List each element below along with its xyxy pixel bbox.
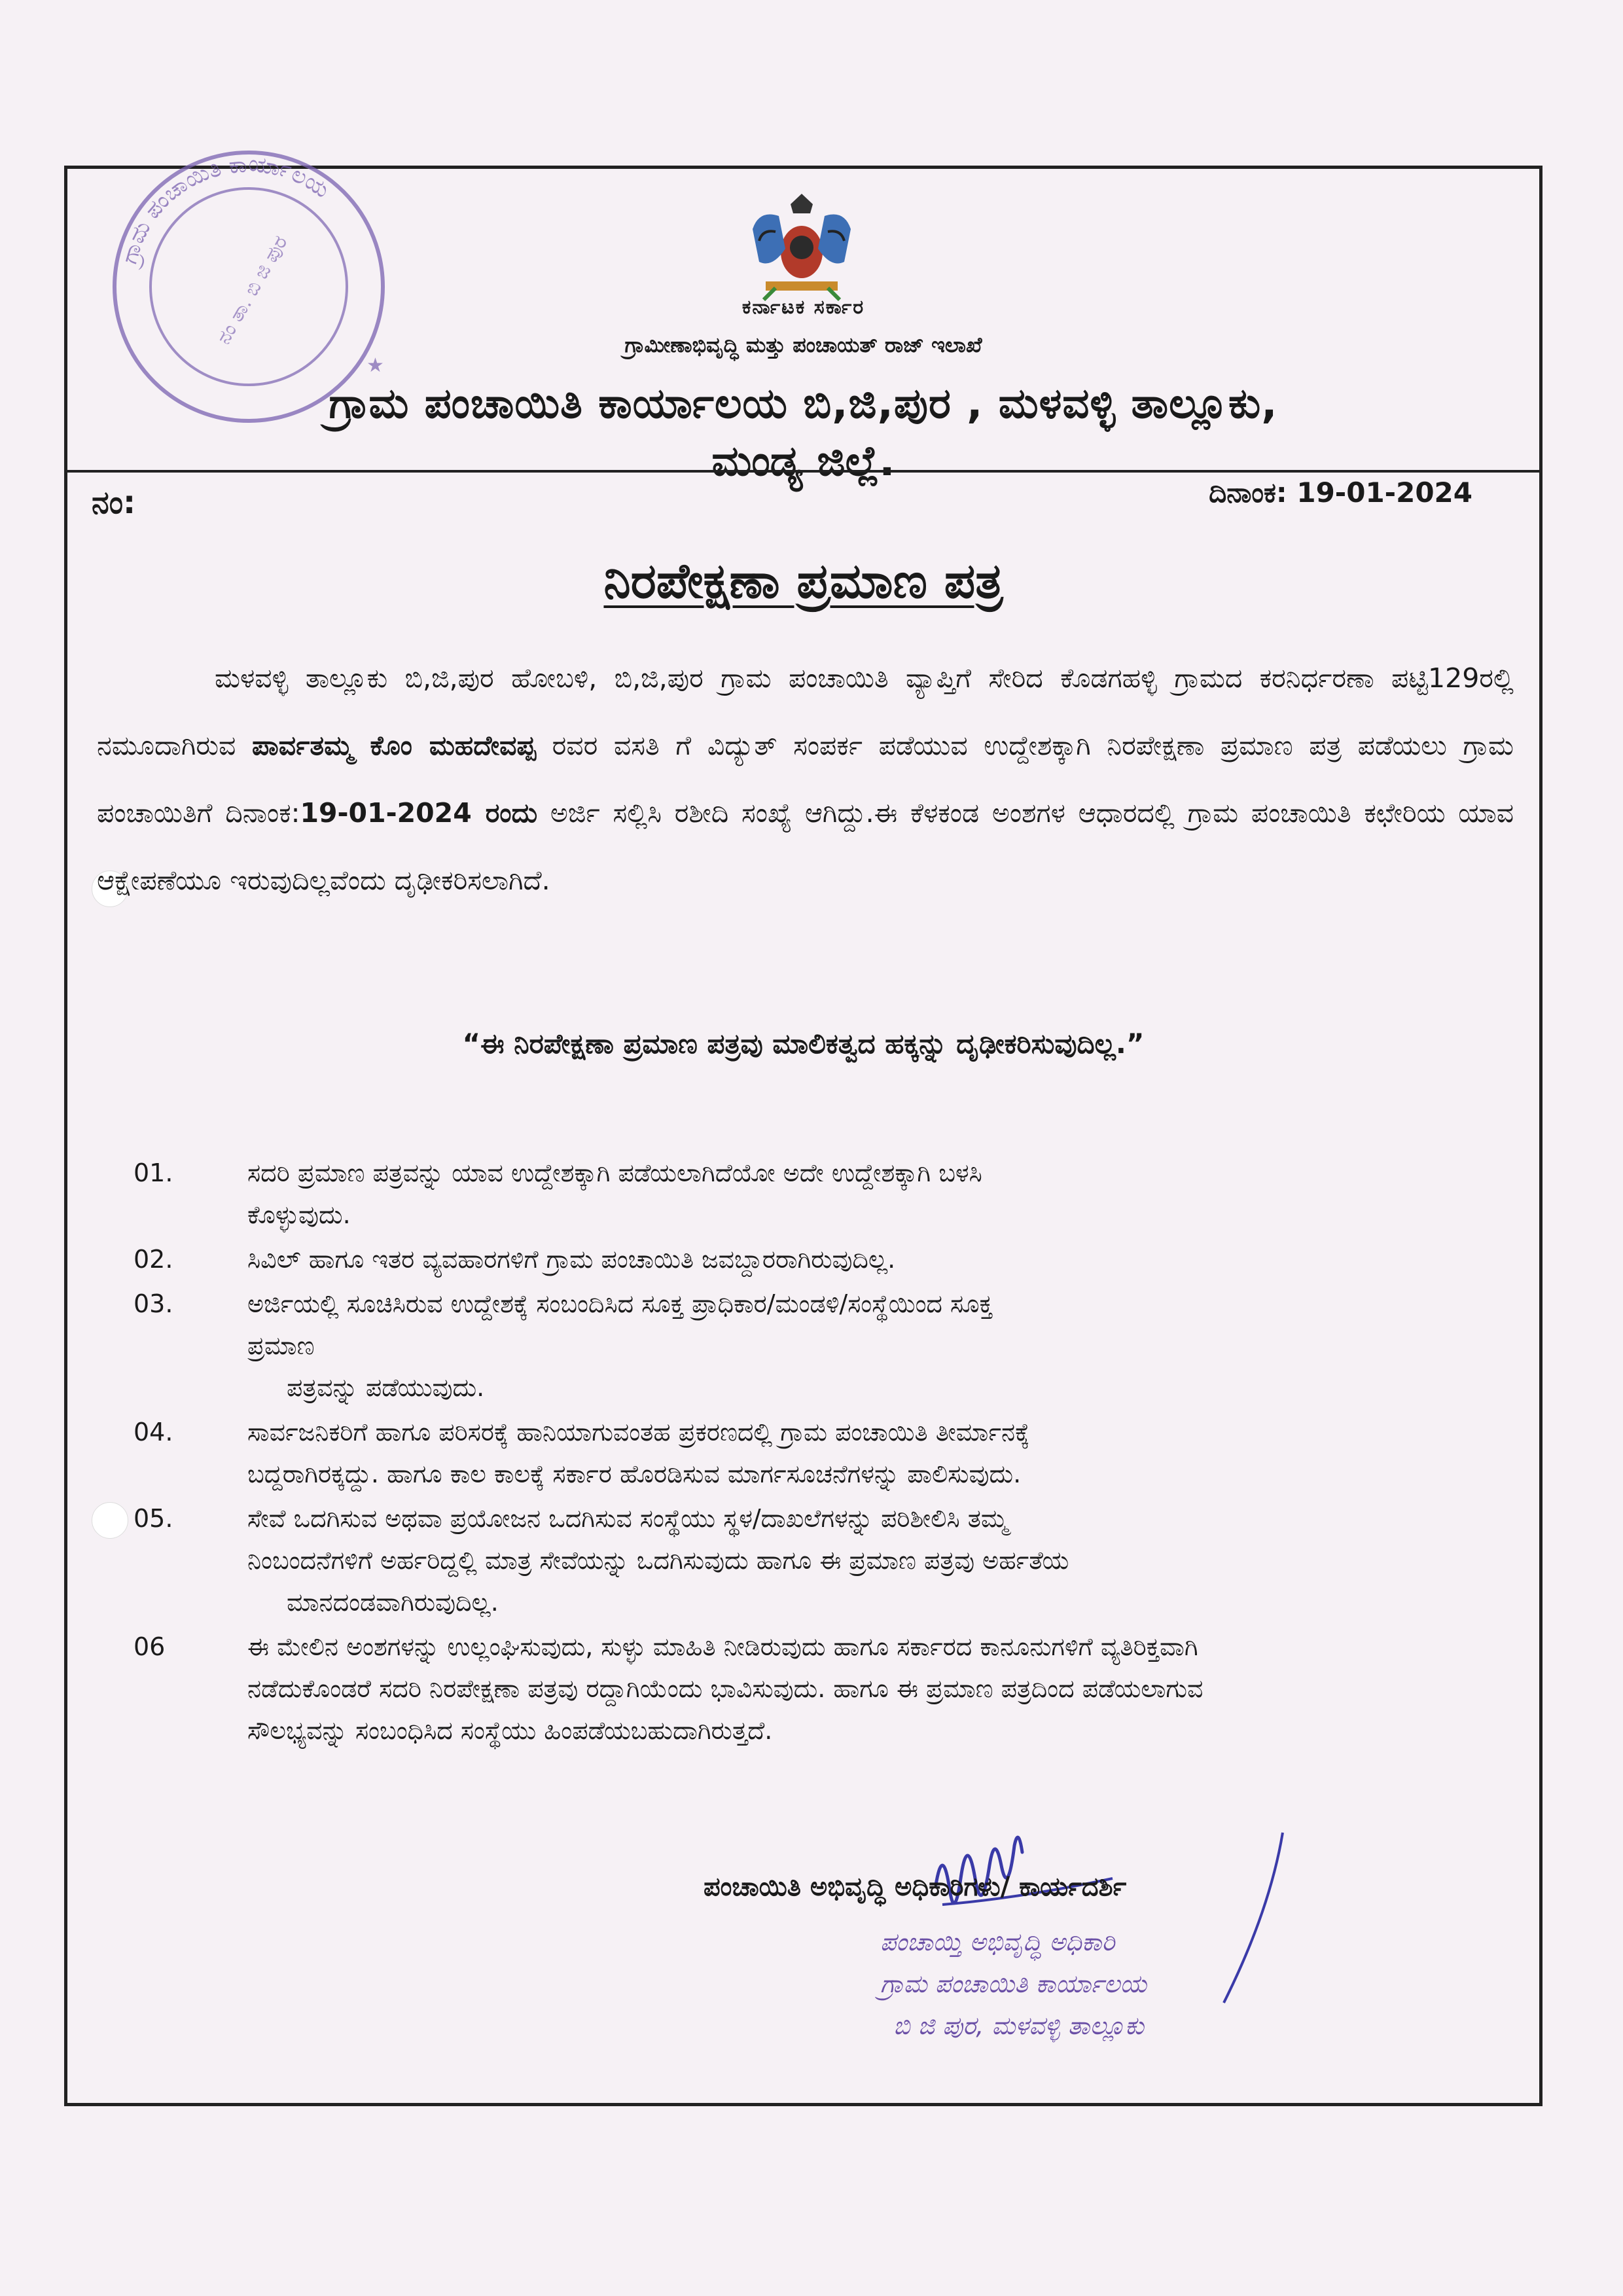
- condition-item: [97, 1152, 1514, 1236]
- condition-text: ಸದರಿ ಪ್ರಮಾಣ ಪತ್ರವನ್ನು ಯಾವ ಉದ್ದೇಶಕ್ಕಾಗಿ ಪಡೆಯಲಾಗಿದೆಯೋ ಅದೇ ಉದ್ದೇಶಕ್ಕಾಗಿ ಬಳಸಿ: [247, 1158, 982, 1187]
- condition-item: [97, 1283, 1514, 1408]
- condition-number: 04.: [134, 1418, 173, 1446]
- body-text-3: ಅರ್ಜಿ ಸಲ್ಲಿಸಿ ರಶೀದಿ ಸಂಖ್ಯೆ ಆಗಿದ್ದು.ಈ ಕೆಳಕಂಡ ಅಂಶಗಳ ಆಧಾರದಲ್ಲಿ ಗ್ರಾಮ ಪಂಚಾಯಿತಿ ಕಛೇರಿಯ ಯಾವ ಆಕ್ಷೇಪಣೆಯೂ ಇರುವುದಿಲ್ಲವೆಂದು ದೃಢೀಕರಿಸಲಾಗಿದೆ.: [97, 797, 1514, 896]
- condition-number: 02.: [134, 1245, 173, 1274]
- karnataka-emblem-icon: [740, 190, 864, 301]
- seal-text: ಗ್ರಾಮ ಪಂಚಾಯಿತಿ ಕಾರ್ಯಾಲಯ: [116, 150, 334, 267]
- certificate-title: [64, 553, 1543, 610]
- condition-number: 05.: [134, 1504, 173, 1533]
- body-text-1: ಮಳವಳ್ಳಿ ತಾಲ್ಲೂಕು ಬಿ,ಜಿ,ಪುರ ಹೋಬಳಿ, ಬಿ,ಜಿ,ಪುರ ಗ್ರಾಮ ಪಂಚಾಯಿತಿ ವ್ಯಾಪ್ತಿಗೆ ಸೇರಿದ ಕೊಡಗಹಳ್ಳಿ ಗ್ರಾಮದ ಕರನಿರ್ಧರಣಾ ಪಟ್ಟಿ129ರಲ್ಲಿ ನಮೂದಾಗಿರುವ: [97, 662, 1514, 761]
- office-name-line2: ಮಂಡ್ಯ ಜಿಲ್ಲೆ.: [711, 437, 895, 486]
- stamp-line: ಬಿ ಜಿ ಪುರ, ಮಳವಳ್ಳಿ ತಾಲ್ಲೂಕು: [893, 2011, 1144, 2040]
- government-name: ಕರ್ನಾಟಕ ಸರ್ಕಾರ: [741, 296, 865, 319]
- svg-text:ಗ್ರಾಮ ಪಂಚಾಯಿತಿ ಕಾರ್ಯಾಲಯ: [115, 150, 334, 271]
- department-name: ಗ್ರಾಮೀಣಾಭಿವೃದ್ಧಿ ಮತ್ತು ಪಂಚಾಯತ್ ರಾಜ್ ಇಲಾಖೆ: [624, 332, 982, 357]
- condition-text: ಸೇವೆ ಒದಗಿಸುವ ಅಥವಾ ಪ್ರಯೋಜನ ಒದಗಿಸುವ ಸಂಸ್ಥೆಯು ಸ್ಥಳ/ದಾಖಲೆಗಳನ್ನು ಪರಿಶೀಲಿಸಿ ತಮ್ಮ: [247, 1504, 1008, 1533]
- applicant-name: ಪಾರ್ವತಮ್ಮ ಕೊಂ ಮಹದೇವಪ್ಪ: [252, 730, 536, 761]
- condition-text: ಪತ್ರವನ್ನು ಪಡೆಯುವುದು.: [287, 1373, 485, 1402]
- condition-number: 01.: [134, 1158, 173, 1187]
- signatory-designation: ಪಂಚಾಯಿತಿ ಅಭಿವೃದ್ಧಿ ಅಧಿಕಾರಿಗಳು/ ಕಾರ್ಯದರ್ಶಿ: [704, 1872, 1127, 1902]
- condition-text: ಕೊಳ್ಳುವುದು.: [247, 1200, 351, 1229]
- certificate-title-text: ನಿರಪೇಕ್ಷಣಾ ಪ್ರಮಾಣ ಪತ್ರ: [603, 553, 1003, 609]
- condition-number: 06: [134, 1632, 166, 1661]
- header-divider: [67, 470, 1539, 473]
- date-label: ದಿನಾಂಕ:: [1209, 476, 1287, 509]
- official-stamp: [880, 1921, 1147, 2047]
- date-value: 19-01-2024: [1296, 476, 1472, 509]
- condition-text: ನಡೆದುಕೊಂಡರೆ ಸದರಿ ನಿರಪೇಕ್ಷಣಾ ಪತ್ರವು ರದ್ದಾಗಿಯೆಂದು ಭಾವಿಸುವುದು. ಹಾಗೂ ಈ ಪ್ರಮಾಣ ಪತ್ರದಿಂದ ಪಡೆಯಲಾಗುವ: [247, 1674, 1204, 1703]
- office-name-line1: ಗ್ರಾಮ ಪಂಚಾಯಿತಿ ಕಾರ್ಯಾಲಯ ಬಿ,ಜಿ,ಪುರ , ಮಳವಳ್ಳಿ ತಾಲ್ಲೂಕು,: [329, 380, 1278, 428]
- condition-text: ಸಾರ್ವಜನಿಕರಿಗೆ ಹಾಗೂ ಪರಿಸರಕ್ಕೆ ಹಾನಿಯಾಗುವಂತಹ ಪ್ರಕರಣದಲ್ಲಿ ಗ್ರಾಮ ಪಂಚಾಯಿತಿ ತೀರ್ಮಾನಕ್ಕೆ: [247, 1418, 1030, 1446]
- certificate-body: [97, 645, 1514, 914]
- conditions-list: [97, 1152, 1514, 1754]
- stamp-line: ಗ್ರಾಮ ಪಂಚಾಯಿತಿ ಕಾರ್ಯಾಲಯ: [880, 1969, 1147, 1998]
- reference-number: ನಂ:: [92, 484, 136, 521]
- condition-text: ಪ್ರಮಾಣ: [247, 1331, 315, 1360]
- stamp-line: ಪಂಚಾಯ್ತಿ ಅಭಿವೃದ್ಧಿ ಅಧಿಕಾರಿ: [880, 1928, 1115, 1956]
- condition-text: ಸೌಲಭ್ಯವನ್ನು ಸಂಬಂಧಿಸಿದ ಸಂಸ್ಥೆಯು ಹಿಂಪಡೆಯಬಹುದಾಗಿರುತ್ತದೆ.: [247, 1716, 773, 1745]
- condition-text: ಬದ್ದರಾಗಿರಕ್ಕದ್ದು. ಹಾಗೂ ಕಾಲ ಕಾಲಕ್ಕೆ ಸರ್ಕಾರ ಹೊರಡಿಸುವ ಮಾರ್ಗಸೂಚನೆಗಳನ್ನು ಪಾಲಿಸುವುದು.: [247, 1460, 1022, 1488]
- condition-item: [97, 1626, 1514, 1751]
- condition-item: [97, 1238, 1514, 1280]
- condition-text: ಅರ್ಜಿಯಲ್ಲಿ ಸೂಚಿಸಿರುವ ಉದ್ದೇಶಕ್ಕೆ ಸಂಬಂದಿಸಿದ ಸೂಕ್ತ ಪ್ರಾಧಿಕಾರ/ಮಂಡಳಿ/ಸಂಸ್ಥೆಯಿಂದ ಸೂಕ್ತ: [247, 1289, 993, 1318]
- svg-text:ನಂ ತಾ. ಬಿ ಜಿ ಪುರ: ನಂ ತಾ. ಬಿ ಜಿ ಪುರ: [212, 232, 293, 349]
- issue-date: [1209, 476, 1472, 509]
- ownership-disclaimer: “ಈ ನಿರಪೇಕ್ಷಣಾ ಪ್ರಮಾಣ ಪತ್ರವು ಮಾಲಿಕತ್ವದ ಹಕ್ಕನ್ನು ದೃಢೀಕರಿಸುವುದಿಲ್ಲ.”: [462, 1028, 1145, 1060]
- condition-number: 03.: [134, 1289, 173, 1318]
- body-text-2: ರವರ ವಸತಿ ಗೆ ವಿದ್ಯುತ್ ಸಂಪರ್ಕ ಪಡೆಯುವ ಉದ್ದೇಶಕ್ಕಾಗಿ ನಿರಪೇಕ್ಷಣಾ ಪ್ರಮಾಣ ಪತ್ರ ಪಡೆಯಲು ಗ್ರಾಮ ಪಂಚಾಯಿತಿಗೆ ದಿನಾಂಕ:: [97, 730, 1514, 829]
- condition-text: ನಿಂಬಂದನೆಗಳಿಗೆ ಅರ್ಹರಿದ್ದಲ್ಲಿ ಮಾತ್ರ ಸೇವೆಯನ್ನು ಒದಗಿಸುವುದು ಹಾಗೂ ಈ ಪ್ರಮಾಣ ಪತ್ರವು ಅರ್ಹತೆಯ: [247, 1546, 1069, 1575]
- condition-text: ಸಿವಿಲ್ ಹಾಗೂ ಇತರ ವ್ಯವಹಾರಗಳಿಗೆ ಗ್ರಾಮ ಪಂಚಾಯಿತಿ ಜವಬ್ದಾರರಾಗಿರುವುದಿಲ್ಲ.: [247, 1245, 896, 1274]
- condition-text: ಮಾನದಂಡವಾಗಿರುವುದಿಲ್ಲ.: [287, 1588, 499, 1617]
- application-date: 19-01-2024 ರಂದು: [300, 797, 538, 829]
- svg-text:★: ★: [366, 354, 384, 377]
- condition-item: [97, 1498, 1514, 1623]
- condition-item: [97, 1411, 1514, 1495]
- condition-text: ಈ ಮೇಲಿನ ಅಂಶಗಳನ್ನು ಉಲ್ಲಂಘಿಸುವುದು, ಸುಳ್ಳು ಮಾಹಿತಿ ನೀಡಿರುವುದು ಹಾಗೂ ಸರ್ಕಾರದ ಕಾನೂನುಗಳಿಗೆ ವ್ಯತಿರಿಕ್ತವಾಗಿ: [247, 1632, 1198, 1661]
